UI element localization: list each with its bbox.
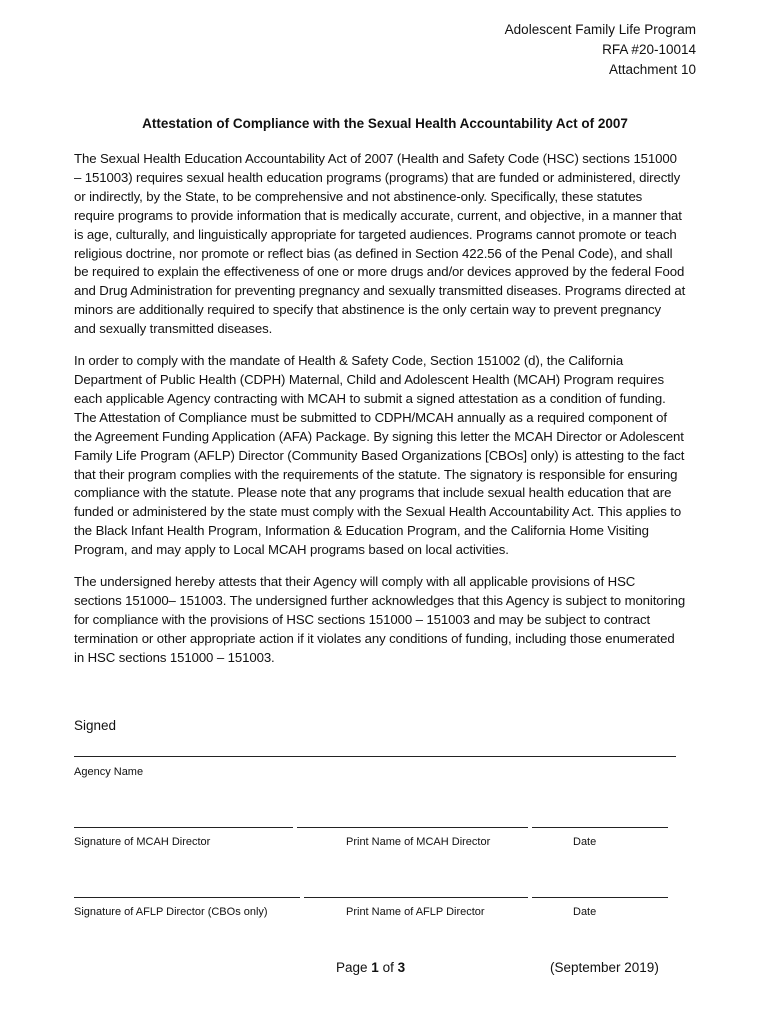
mcah-signature-line[interactable] — [74, 827, 293, 828]
mcah-signature-label: Signature of MCAH Director — [74, 836, 211, 848]
aflp-date-label: Date — [573, 906, 597, 918]
signed-label: Signed — [74, 718, 117, 733]
agency-name-label: Agency Name — [74, 766, 144, 778]
attachment-number: Attachment 10 — [608, 62, 696, 77]
paragraph-compliance-mandate: In order to comply with the mandate of Health & Safety Code, Section 151002 (d), the California Department of Public Health (CDPH) Maternal, Child and Adolescent Health (MCAH) Program requires each applicable Agency contracting with MCAH to submit a signed attestation as a condition of funding. The Attestation of Compliance must be submitted to CDPH/MCAH annually as a required component of the Agreement Funding Application (AFA) Package. By signing this letter the MCAH Director or Adolescent Family Life Program (AFLP) Director (Community Based Organizations [CBOs] only) is attesting to the fact that their program complies with the requirements of the statute. The signatory is responsible for ensuring compliance with the statute. Please note that any programs that include sexual health education that are funded or administered by the state must comply with the Sexual Health Accountability Act. This applies to the Black Infant Health Program, Information & Education Program, and the California Home Visiting Program, and may apply to Local MCAH programs based on local activities. — [74, 353, 685, 558]
mcah-date-line[interactable] — [532, 827, 668, 828]
agency-name-line[interactable] — [74, 756, 676, 757]
mcah-date-label: Date — [573, 836, 597, 848]
document-body — [74, 150, 686, 681]
aflp-print-name-label: Print Name of AFLP Director — [346, 906, 485, 918]
mcah-print-name-label: Print Name of MCAH Director — [346, 836, 491, 848]
aflp-signature-line[interactable] — [74, 897, 300, 898]
page-number: Page 1 of 3 — [336, 960, 406, 975]
footer-date: (September 2019) — [550, 960, 659, 975]
aflp-signature-label: Signature of AFLP Director (CBOs only) — [74, 906, 268, 918]
paragraph-act-summary: The Sexual Health Education Accountability Act of 2007 (Health and Safety Code (HSC) sections 151000 – 151003) requires sexual health education programs (programs) that are funded or administered, directly or indirectly, by the State, to be comprehensive and not abstinence-only. Specifically, these statutes require programs to provide information that is medically accurate, current, and objective, in a manner that is age, culturally, and linguistically appropriate for targeted audiences. Programs cannot promote or teach religious doctrine, nor promote or reflect bias (as defined in Section 422.56 of the Penal Code), and shall be required to explain the effectiveness of one or more drugs and/or devices approved by the federal Food and Drug Administration for preventing pregnancy and sexually transmitted diseases. Programs directed at minors are additionally required to specify that abstinence is the only certain way to prevent pregnancy and sexually transmitted diseases. — [74, 151, 686, 337]
aflp-print-name-line[interactable] — [304, 897, 528, 898]
rfa-number: RFA #20-10014 — [602, 42, 696, 57]
program-name: Adolescent Family Life Program — [504, 22, 696, 37]
document-title: Attestation of Compliance with the Sexual Health Accountability Act of 2007 — [142, 116, 628, 131]
mcah-print-name-line[interactable] — [297, 827, 528, 828]
paragraph-attestation: The undersigned hereby attests that their Agency will comply with all applicable provisions of HSC sections 151000– 151003. The undersigned further acknowledges that this Agency is subject to monitoring for compliance with the provisions of HSC sections 151000 – 151003 and may be subject to contract termination or other appropriate action if it violates any conditions of funding, including those enumerated in HSC sections 151000 – 151003. — [74, 574, 686, 665]
document-header — [505, 20, 696, 80]
aflp-date-line[interactable] — [532, 897, 668, 898]
